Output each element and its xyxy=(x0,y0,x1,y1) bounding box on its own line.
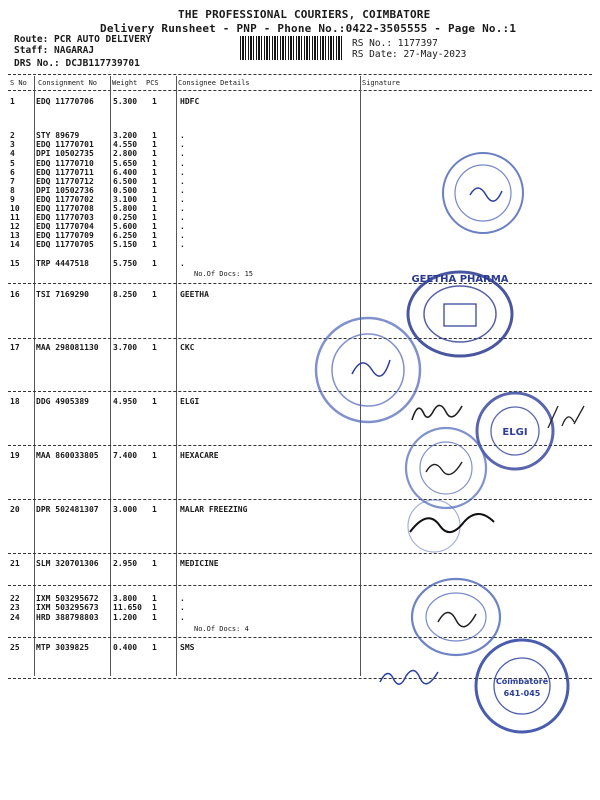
row-weight: 3.700 xyxy=(113,343,138,352)
row-weight: 3.200 xyxy=(113,131,138,140)
separator-1 xyxy=(34,76,35,676)
row-consignee: . xyxy=(180,149,185,158)
row-consignee: . xyxy=(180,204,185,213)
svg-text:GEETHA PHARMA: GEETHA PHARMA xyxy=(411,274,509,285)
col-pcs: PCS xyxy=(146,79,159,87)
row-sno: 20 xyxy=(10,505,20,514)
route-label: Route: PCR AUTO DELIVERY xyxy=(14,34,152,45)
row-sno: 13 xyxy=(10,231,20,240)
svg-text:Coimbatore: Coimbatore xyxy=(495,677,549,686)
row-sno: 7 xyxy=(10,177,15,186)
row-pcs: 1 xyxy=(152,451,157,460)
row-consignment: EDQ 11770703 xyxy=(36,213,94,222)
row-sno: 23 xyxy=(10,603,20,612)
row-consignee: . xyxy=(180,186,185,195)
row-sno: 21 xyxy=(10,559,20,568)
row-weight: 6.400 xyxy=(113,168,138,177)
row-sno: 19 xyxy=(10,451,20,460)
header-rule-top xyxy=(8,74,592,75)
row-consignee: . xyxy=(180,603,185,612)
row-pcs: 1 xyxy=(152,195,157,204)
row-weight: 0.500 xyxy=(113,186,138,195)
row-pcs: 1 xyxy=(152,186,157,195)
row-consignment: DPI 10502735 xyxy=(36,149,94,158)
row-weight: 6.500 xyxy=(113,177,138,186)
row-consignee: MALAR FREEZING xyxy=(180,505,248,514)
row-pcs: 1 xyxy=(152,204,157,213)
row-sno: 8 xyxy=(10,186,15,195)
row-weight: 3.800 xyxy=(113,594,138,603)
row-weight: 5.600 xyxy=(113,222,138,231)
signature-malar xyxy=(400,498,510,558)
row-consignment: EDQ 11770710 xyxy=(36,159,94,168)
row-weight: 5.650 xyxy=(113,159,138,168)
row-consignee: . xyxy=(180,259,185,268)
rs-date: RS Date: 27-May-2023 xyxy=(352,49,467,60)
row-consignment: TRP 4447518 xyxy=(36,259,89,268)
row-consignee: . xyxy=(180,594,185,603)
row-weight: 2.800 xyxy=(113,149,138,158)
row-pcs: 1 xyxy=(152,505,157,514)
stamp-sms-electronics xyxy=(470,636,574,736)
row-consignment: HRD 388798803 xyxy=(36,613,99,622)
staff-label: Staff: NAGARAJ xyxy=(14,45,95,56)
docs-count: No.Of Docs: 4 xyxy=(194,625,249,633)
row-consignment: EDQ 11770712 xyxy=(36,177,94,186)
row-pcs: 1 xyxy=(152,97,157,106)
row-pcs: 1 xyxy=(152,240,157,249)
row-pcs: 1 xyxy=(152,149,157,158)
row-sno: 6 xyxy=(10,168,15,177)
row-pcs: 1 xyxy=(152,343,157,352)
drs-number: DRS No.: DCJB117739701 xyxy=(14,58,140,69)
row-pcs: 1 xyxy=(152,177,157,186)
row-weight: 1.200 xyxy=(113,613,138,622)
row-consignment: IXM 503295673 xyxy=(36,603,99,612)
row-consignee: . xyxy=(180,177,185,186)
company-title: THE PROFESSIONAL COURIERS, COIMBATORE xyxy=(178,8,431,21)
signature-date xyxy=(544,398,590,438)
svg-text:ELGI: ELGI xyxy=(502,427,528,438)
row-consignee: . xyxy=(180,168,185,177)
row-weight: 4.550 xyxy=(113,140,138,149)
row-weight: 5.300 xyxy=(113,97,138,106)
separator-3 xyxy=(176,76,177,676)
row-pcs: 1 xyxy=(152,222,157,231)
row-weight: 4.950 xyxy=(113,397,138,406)
row-consignment: TSI 7169290 xyxy=(36,290,89,299)
row-consignment: MTP 3039825 xyxy=(36,643,89,652)
row-consignment: EDQ 11770708 xyxy=(36,204,94,213)
rs-number: RS No.: 1177397 xyxy=(352,38,438,49)
row-sno: 14 xyxy=(10,240,20,249)
row-consignment: EDQ 11770709 xyxy=(36,231,94,240)
row-pcs: 1 xyxy=(152,594,157,603)
docs-count: No.Of Docs: 15 xyxy=(194,270,254,278)
row-weight: 0.250 xyxy=(113,213,138,222)
row-consignment: MAA 860033805 xyxy=(36,451,99,460)
row-consignee: . xyxy=(180,231,185,240)
row-pcs: 1 xyxy=(152,131,157,140)
row-pcs: 1 xyxy=(152,231,157,240)
row-consignee: . xyxy=(180,213,185,222)
row-pcs: 1 xyxy=(152,603,157,612)
row-sno: 3 xyxy=(10,140,15,149)
row-consignee: . xyxy=(180,131,185,140)
row-pcs: 1 xyxy=(152,140,157,149)
row-weight: 2.950 xyxy=(113,559,138,568)
row-consignment: DDG 4905389 xyxy=(36,397,89,406)
row-pcs: 1 xyxy=(152,613,157,622)
row-sno: 2 xyxy=(10,131,15,140)
row-weight: 6.250 xyxy=(113,231,138,240)
row-consignment: SLM 320701306 xyxy=(36,559,99,568)
row-sno: 25 xyxy=(10,643,20,652)
row-sno: 15 xyxy=(10,259,20,268)
header-rule-bottom xyxy=(8,90,592,91)
row-sno: 16 xyxy=(10,290,20,299)
row-pcs: 1 xyxy=(152,213,157,222)
row-pcs: 1 xyxy=(152,259,157,268)
row-sno: 24 xyxy=(10,613,20,622)
row-sno: 5 xyxy=(10,159,15,168)
col-consignee: Consignee Details xyxy=(178,79,250,87)
row-pcs: 1 xyxy=(152,168,157,177)
signature-sms xyxy=(376,662,442,690)
stamp-finance-corporation xyxy=(440,150,526,236)
row-sno: 1 xyxy=(10,97,15,106)
row-sno: 22 xyxy=(10,594,20,603)
row-consignee: CKC xyxy=(180,343,195,352)
row-consignment: EDQ 11770711 xyxy=(36,168,94,177)
row-consignee: HDFC xyxy=(180,97,200,106)
row-consignment: EDQ 11770705 xyxy=(36,240,94,249)
row-sno: 10 xyxy=(10,204,20,213)
svg-text:641-045: 641-045 xyxy=(503,689,541,698)
barcode-image xyxy=(240,36,344,60)
row-consignee: HEXACARE xyxy=(180,451,219,460)
row-weight: 5.750 xyxy=(113,259,138,268)
row-sno: 12 xyxy=(10,222,20,231)
row-consignee: GEETHA xyxy=(180,290,209,299)
row-weight: 5.800 xyxy=(113,204,138,213)
col-sno: S No xyxy=(10,79,27,87)
row-consignment: IXM 503295672 xyxy=(36,594,99,603)
row-sno: 4 xyxy=(10,149,15,158)
row-consignee: . xyxy=(180,240,185,249)
row-consignee: . xyxy=(180,222,185,231)
row-pcs: 1 xyxy=(152,397,157,406)
row-consignment: EDQ 11770701 xyxy=(36,140,94,149)
row-weight: 5.150 xyxy=(113,240,138,249)
row-sno: 11 xyxy=(10,213,20,222)
row-weight: 7.400 xyxy=(113,451,138,460)
col-signature: Signature xyxy=(362,79,400,87)
row-consignment: DPI 10502736 xyxy=(36,186,94,195)
col-weight: Weight xyxy=(112,79,138,87)
row-consignee: . xyxy=(180,195,185,204)
row-pcs: 1 xyxy=(152,159,157,168)
row-weight: 8.250 xyxy=(113,290,138,299)
row-pcs: 1 xyxy=(152,559,157,568)
row-consignment: EDQ 11770702 xyxy=(36,195,94,204)
row-consignment: DPR 502481307 xyxy=(36,505,99,514)
runsheet-title: Delivery Runsheet - PNP - Phone No.:0422-3505555 - Page No.:1 xyxy=(100,22,517,35)
row-weight: 11.650 xyxy=(113,603,142,612)
row-consignee: SMS xyxy=(180,643,195,652)
row-consignee: . xyxy=(180,613,185,622)
row-consignee: ELGI xyxy=(180,397,200,406)
group-divider xyxy=(8,585,592,586)
row-sno: 17 xyxy=(10,343,20,352)
row-consignment: STY 89679 xyxy=(36,131,80,140)
separator-2 xyxy=(110,76,111,676)
row-consignee: MEDICINE xyxy=(180,559,219,568)
row-weight: 0.400 xyxy=(113,643,138,652)
row-weight: 3.100 xyxy=(113,195,138,204)
row-consignment: EDQ 11770704 xyxy=(36,222,94,231)
row-weight: 3.000 xyxy=(113,505,138,514)
col-consignment: Consignment No xyxy=(38,79,98,87)
row-pcs: 1 xyxy=(152,643,157,652)
row-consignment: EDQ 11770706 xyxy=(36,97,94,106)
row-sno: 9 xyxy=(10,195,15,204)
row-consignment: MAA 298081130 xyxy=(36,343,99,352)
row-sno: 18 xyxy=(10,397,20,406)
row-consignee: . xyxy=(180,159,185,168)
row-pcs: 1 xyxy=(152,290,157,299)
row-consignee: . xyxy=(180,140,185,149)
